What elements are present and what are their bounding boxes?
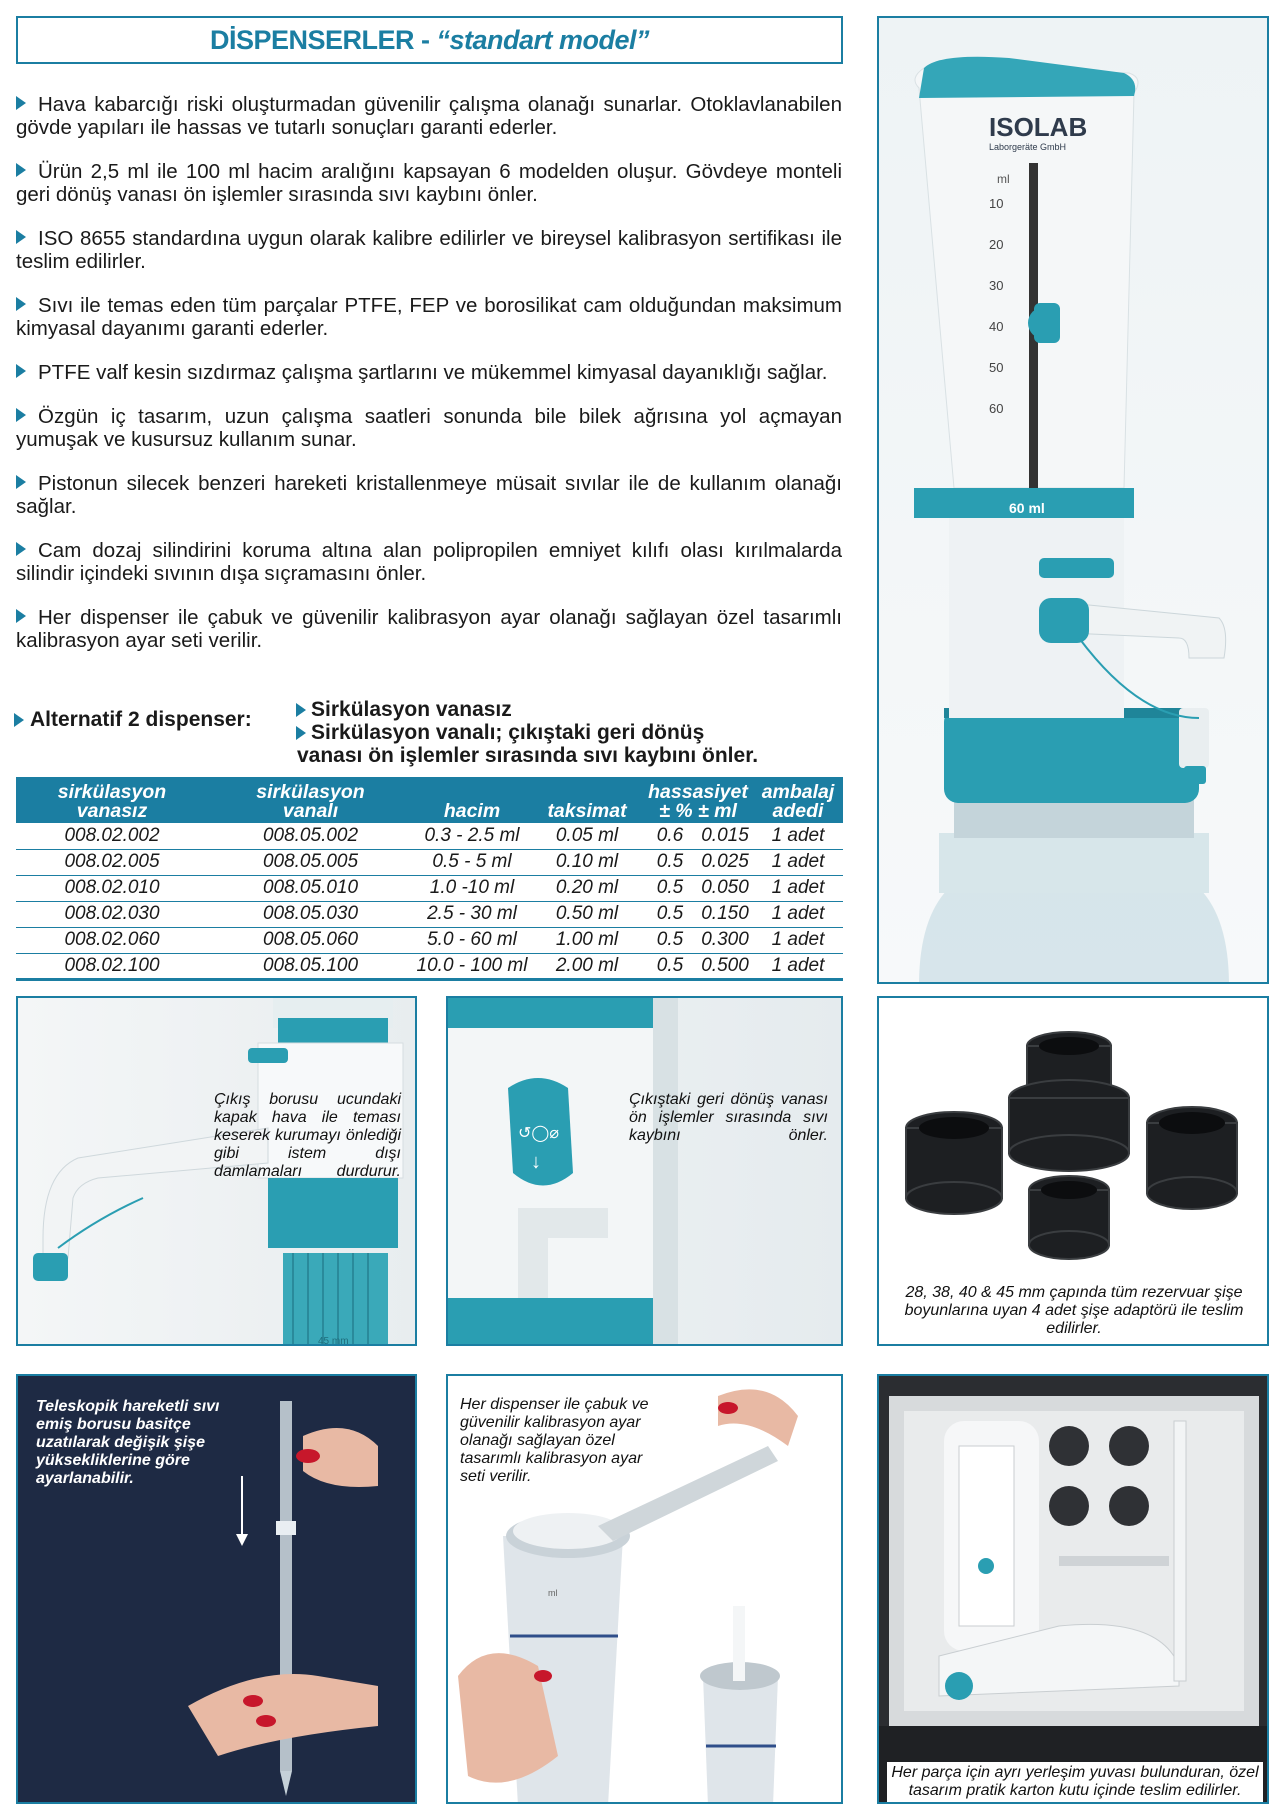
- col-header-ambalaj: ambalaj adedi: [761, 781, 835, 822]
- alternative-label: Alternatif 2 dispenser:: [14, 708, 252, 732]
- svg-text:↓: ↓: [531, 1151, 541, 1173]
- arrow-icon: [16, 475, 26, 489]
- arrow-icon: [16, 230, 26, 244]
- table-cell: 0.50 ml: [531, 901, 643, 927]
- page-subtitle: “standart model”: [436, 24, 650, 55]
- svg-text:↺◯⌀: ↺◯⌀: [518, 1125, 559, 1142]
- table-cell: 0.5: [643, 875, 697, 901]
- table-cell: 008.05.002: [208, 823, 413, 849]
- scale-mark-label: 40: [989, 319, 1004, 334]
- table-cell: 008.02.060: [16, 927, 208, 953]
- table-cell: 008.05.010: [208, 875, 413, 901]
- table-cell: 1 adet: [753, 927, 843, 953]
- feature-item: Her dispenser ile çabuk ve güvenilir kalibrasyon ayar olanağı sağlayan özel tasarımlı kalibrasyon ayar seti verilir.: [16, 606, 842, 652]
- table-cell: 0.025: [697, 849, 753, 875]
- table-cell: 0.300: [697, 927, 753, 953]
- table-cell: 5.0 - 60 ml: [413, 927, 531, 953]
- table-cell: 008.02.002: [16, 823, 208, 849]
- arrow-icon: [296, 726, 306, 740]
- table-cell: 1.0 -10 ml: [413, 875, 531, 901]
- arrow-icon: [16, 542, 26, 556]
- product-photo-panel: [877, 16, 1269, 984]
- feature-item: Özgün iç tasarım, uzun çalışma saatleri sonunda bile bilek ağrısına yol açmayan yumuşak ve kusursuz kullanım sunar.: [16, 405, 842, 451]
- table-cell: 008.05.030: [208, 901, 413, 927]
- table-cell: 1 adet: [753, 823, 843, 849]
- col-header-hacim: hacim: [443, 800, 501, 822]
- col-header-vanali: sirkülasyon vanalı: [256, 781, 365, 822]
- table-cell: 008.05.005: [208, 849, 413, 875]
- box-illustration: [879, 1376, 1269, 1804]
- svg-text:ISOLAB: ISOLAB: [989, 112, 1088, 142]
- scale-mark-label: 20: [989, 237, 1004, 252]
- product-table: [16, 777, 843, 981]
- svg-text:ml: ml: [548, 1588, 558, 1598]
- calibration-caption: Her dispenser ile çabuk ve güvenilir kalibrasyon ayar olanağı sağlayan özel tasarımlı kalibrasyon ayar seti verilir.: [460, 1396, 649, 1485]
- feature-item: PTFE valf kesin sızdırmaz çalışma şartlarını ve mükemmel kimyasal dayanıklığı sağlar.: [16, 361, 842, 384]
- arrow-icon: [16, 408, 26, 422]
- table-cell: 10.0 - 100 ml: [413, 953, 531, 979]
- scale-mark-label: 10: [989, 196, 1004, 211]
- telescopic-caption: Teleskopik hareketli sıvı emiş borusu basitçe uzatılarak değişik şişe yüksekliklerine göre ayarlanabilir.: [36, 1398, 220, 1487]
- table-cell: 008.02.100: [16, 953, 208, 979]
- box-panel: [877, 1374, 1269, 1804]
- table-cell: 0.6: [643, 823, 697, 849]
- table-cell: 0.050: [697, 875, 753, 901]
- page-title-box: [16, 16, 843, 64]
- arrow-icon: [14, 713, 24, 727]
- table-cell: 008.02.005: [16, 849, 208, 875]
- arrow-icon: [16, 297, 26, 311]
- table-cell: 0.5: [643, 849, 697, 875]
- col-header-taksimat: taksimat: [547, 800, 627, 822]
- valve-illustration: [448, 998, 843, 1346]
- telescopic-panel: [16, 1374, 417, 1804]
- table-cell: 0.20 ml: [531, 875, 643, 901]
- table-cell: 2.00 ml: [531, 953, 643, 979]
- feature-item: Hava kabarcığı riski oluşturmadan güvenilir çalışma olanağı sunarlar. Otoklavlanabilen gövde yapıları ile hassas ve tutarlı sonuçları garanti ederler.: [16, 93, 842, 139]
- spout-caption: Çıkış borusu ucundaki kapak hava ile teması keserek kurumayı önlediği gibi istem dışı damlamaları durdurur.: [214, 1091, 401, 1180]
- table-header-row: [16, 777, 843, 823]
- spout-panel: [16, 996, 417, 1346]
- table-row: [16, 849, 843, 875]
- feature-item: Cam dozaj silindirini koruma altına alan polipropilen emniyet kılıfı olası kırılmalarda silindir içindeki sıvının dışa sıçramasını önler.: [16, 539, 842, 585]
- table-cell: 008.02.030: [16, 901, 208, 927]
- table-row: [16, 901, 843, 927]
- col-header-hassasiyet: hassasiyet ± % ± ml: [648, 781, 748, 822]
- table-cell: 008.05.100: [208, 953, 413, 979]
- page-title: DİSPENSERLER -: [209, 24, 430, 55]
- table-row: [16, 927, 843, 953]
- alternative-options: [14, 700, 844, 766]
- table-cell: 0.150: [697, 901, 753, 927]
- feature-list: [16, 93, 842, 673]
- svg-text:ml: ml: [997, 172, 1010, 186]
- feature-item: Ürün 2,5 ml ile 100 ml hacim aralığını kapsayan 6 modelden oluşur. Gövdeye monteli geri dönüş vanası ön işlemler sırasında sıvı kaybını önler.: [16, 160, 842, 206]
- table-cell: 0.500: [697, 953, 753, 979]
- adapters-panel: [877, 996, 1269, 1346]
- table-cell: 0.10 ml: [531, 849, 643, 875]
- box-caption: Her parça için ayrı yerleşim yuvası bulunduran, özel tasarım pratik karton kutu içinde teslim edilirler.: [887, 1762, 1263, 1802]
- feature-item: ISO 8655 standardına uygun olarak kalibre edilirler ve bireysel kalibrasyon sertifikası ile teslim edilirler.: [16, 227, 842, 273]
- table-row: [16, 823, 843, 849]
- table-cell: 0.5: [643, 901, 697, 927]
- svg-text:Laborgeräte GmbH: Laborgeräte GmbH: [989, 142, 1067, 152]
- svg-text:60 ml: 60 ml: [1009, 500, 1045, 516]
- scale-mark-label: 50: [989, 360, 1004, 375]
- table-row: [16, 953, 843, 979]
- svg-text:45 mm: 45 mm: [318, 1336, 349, 1346]
- valve-caption: Çıkıştaki geri dönüş vanası ön işlemler sırasında sıvı kaybını önler.: [629, 1091, 828, 1144]
- feature-item: Sıvı ile temas eden tüm parçalar PTFE, FEP ve borosilikat cam olduğundan maksimum kimyasal dayanımı garanti ederler.: [16, 294, 842, 340]
- table-cell: 1 adet: [753, 901, 843, 927]
- scale-mark-label: 60: [989, 401, 1004, 416]
- table-cell: 0.5 - 5 ml: [413, 849, 531, 875]
- arrow-icon: [16, 609, 26, 623]
- table-cell: 008.05.060: [208, 927, 413, 953]
- table-cell: 0.3 - 2.5 ml: [413, 823, 531, 849]
- table-row: [16, 875, 843, 901]
- arrow-icon: [296, 703, 306, 717]
- arrow-icon: [16, 96, 26, 110]
- table-cell: 0.5: [643, 927, 697, 953]
- table-cell: 0.5: [643, 953, 697, 979]
- adapters-caption: 28, 38, 40 & 45 mm çapında tüm rezervuar şişe boyunlarına uyan 4 adet şişe adaptörü ile teslim edilirler.: [904, 1284, 1244, 1337]
- valve-panel: [446, 996, 843, 1346]
- arrow-icon: [16, 163, 26, 177]
- dispenser-illustration: [879, 18, 1269, 984]
- col-header-vanasiz: sirkülasyon vanasız: [57, 781, 167, 822]
- alternative-option-2: Sirkülasyon vanalı; çıkıştaki geri dönüş: [296, 721, 704, 744]
- table-cell: 008.02.010: [16, 875, 208, 901]
- table-cell: 1 adet: [753, 849, 843, 875]
- alternative-option-1: Sirkülasyon vanasız: [296, 698, 512, 721]
- table-cell: 0.05 ml: [531, 823, 643, 849]
- table-cell: 1 adet: [753, 875, 843, 901]
- table-cell: 0.015: [697, 823, 753, 849]
- scale-mark-label: 30: [989, 278, 1004, 293]
- table-cell: 1 adet: [753, 953, 843, 979]
- calibration-panel: [446, 1374, 843, 1804]
- arrow-icon: [16, 364, 26, 378]
- table-cell: 2.5 - 30 ml: [413, 901, 531, 927]
- feature-item: Pistonun silecek benzeri hareketi kristallenmeye müsait sıvılar ile de kullanım olanağı sağlar.: [16, 472, 842, 518]
- table-cell: 1.00 ml: [531, 927, 643, 953]
- alternative-option-2-cont: vanası ön işlemler sırasında sıvı kaybını önler.: [297, 744, 759, 767]
